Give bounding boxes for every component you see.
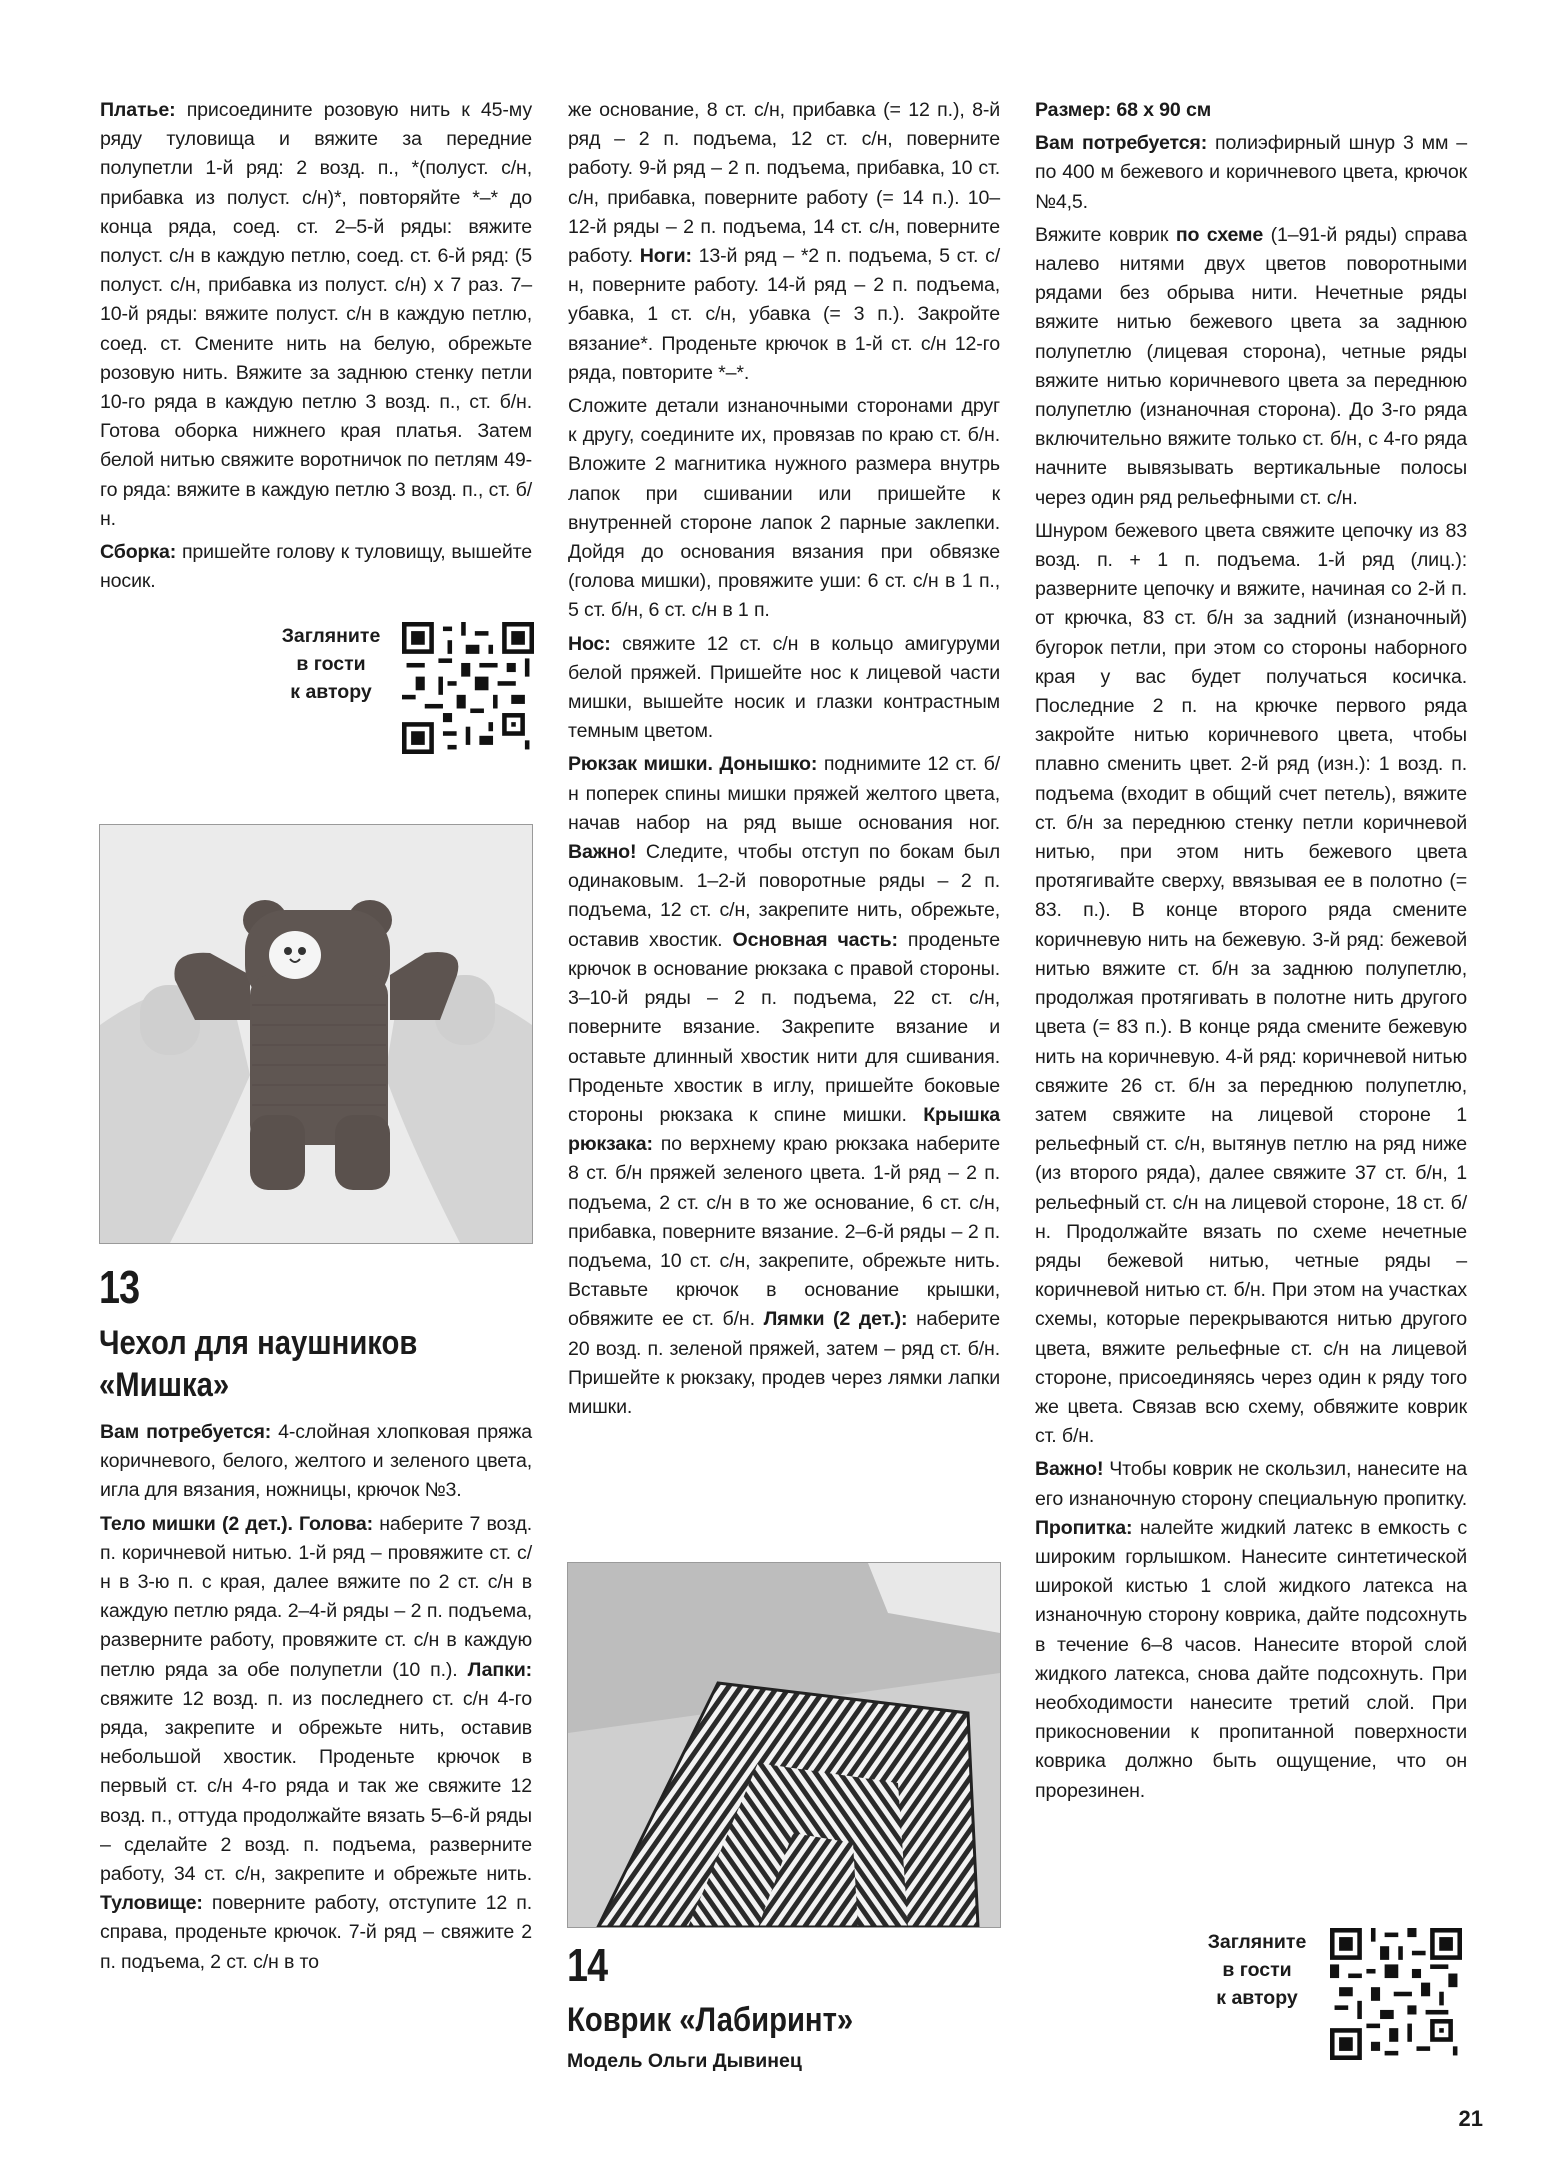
body-paragraph: Тело мишки (2 дет.). Голова: наберите 7 возд. п. коричневой нитью. 1-й ряд – провяжите ст. с/н в 3-ю п. с края, далее вяжите по 2 ст. с/н в каждую петлю ряда. 2–4-й ряды – 2 п. подъема, разверните работу, провяжите ст. с/н в каждую петлю ряда за обе полупетли (10 п.). Лапки: свяжите 12 возд. п. из последнего ст. с/н 4-го ряда, закрепите и обрежьте нить, оставив небольшой хвостик. Проденьте крючок в первый ст. с/н 4-го ряда и так же свяжите 12 возд. п., оттуда продолжайте вязать 5–6-й ряды – сделайте 2 возд. п. подъема, разверните работу, 34 ст. с/н, закрепите и обрежьте нить. Туловище: поверните работу, отступите 12 п. справа, проденьте крючок. 7-й ряд – свяжите 2 п. подъема, 2 ст. с/н в то: [100, 1512, 533, 1973]
section-title-13-line1: Чехол для наушников: [99, 1324, 418, 1362]
scheme-paragraph: Вяжите коврик по схеме (1–91-й ряды) справа налево нитями двух цветов поворотными рядами без обрыва нити. Нечетные ряды вяжите нитью бежевого цвета за заднюю полупетлю (лицевая сторона), четные ряды вяжите нитью коричневого цвета за переднюю полупетлю (изнаночная сторона). До 3-го ряда включительно вяжите только ст. б/н, с 4-го ряда начните вывязывать вертикальные полосы через один ряд рельефными ст. с/н.: [1035, 223, 1467, 509]
bear-photo: [99, 824, 533, 1244]
page-number: 21: [1458, 2106, 1483, 2131]
impregnation-paragraph: Важно! Чтобы коврик не скользил, нанесите на его изнаночную сторону специальную пропитку. Пропитка: налейте жидкий латекс в емкость с широким горлышком. Нанесите синтетической широкой кистью 1 слой жидкого латекса на изнаночную сторону коврика, дайте подсохнуть в течение 6–8 часов. Нанесите второй слой жидкого латекса, снова дайте подсохнуть. При необходимости нанесите третий слой. При прикосновении к пропитанной поверхности коврика должно быть ощущение, что он прорезинен.: [1035, 1458, 1467, 1802]
nose-paragraph: Нос: свяжите 12 ст. с/н в кольцо амигуруми белой пряжей. Пришейте нос к лицевой части мишки, вышейте носик и глазки контрастным темным цветом.: [568, 632, 1000, 743]
assembly-parts-paragraph: Сложите детали изнаночными сторонами друг к другу, соедините их, провязав по краю ст. б/н. Вложите 2 магнитика нужного размера внутрь лапок при сшивании или пришейте к внутренней стороне лапок 2 парные заклепки. Дойдя до основания вязания при обвязке (голова мишки), провяжите уши: 6 ст. с/н в 1 п., 5 ст. б/н, 6 ст. с/н в 1 п.: [568, 395, 1000, 622]
need-paragraph-13: Вам потребуется: 4-слойная хлопковая пряжа коричневого, белого, желтого и зеленого цвета, игла для вязания, ножницы, крючок №3.: [100, 1421, 533, 1502]
column-2: [568, 96, 1000, 1426]
rug-photo: [567, 1562, 1001, 1928]
qr-label-2: Загляните в гости к автору: [1207, 1931, 1307, 2009]
qr-code-2[interactable]: [1330, 1928, 1462, 2060]
column-1: [100, 96, 532, 600]
rows-description-paragraph: Шнуром бежевого цвета свяжите цепочку из 83 возд. п. + 1 п. подъема. 1-й ряд (лиц.): разверните цепочку и вяжите, начиная со 2-й п. от крючка, 83 ст. б/н за задний (изнаночный) бугорок петли, при этом со стороны наборного края у вас будет получаться косичка. Последние 2 п. на крючке первого ряда закройте нитью коричневого цвета, чтобы плавно сменить цвет. 2-й ряд (изн.): 1 возд. п. подъема (входит в общий счет петель), вяжите ст. б/н за переднюю стенку петли коричневой нитью, при этом нить бежевого цвета протягивайте сверху, ввязывая ее в полотно (= 83. п.). В конце второго ряда смените коричневую нить на бежевую. 3-й ряд: бежевой нитью вяжите ст. б/н за заднюю полупетлю, продолжая протягивать в полотне нить другого цвета (= 83 п.). В конце ряда смените бежевую нить на коричневую. 4-й ряд: коричневой нитью свяжите 26 ст. б/н за переднюю полупетлю, затем свяжите на лицевой стороне 1 рельефный ст. с/н, вытянув петлю на ряд ниже (из второго ряда), далее свяжите 37 ст. б/н, 1 рельефный ст. с/н на лицевой стороне, 18 ст. б/н. Продолжайте вязать по схеме нечетные ряды бежевой нитью, четные ряды – коричневой нитью ст. б/н. При этом на участках схемы, которые перекрываются нитью другого цвета, вяжите рельефные ст. с/н на лицевой стороне, присоединяясь через один к ряду того же цвета. Связав всю схему, обвяжите коврик ст. б/н.: [1035, 519, 1467, 1448]
section-number-13: 13: [99, 1261, 140, 1313]
bear-illustration: [100, 825, 532, 1243]
dress-paragraph: Платье: присоедините розовую нить к 45-му ряду туловища и вяжите за передние полупетли 1-й ряд: 2 возд. п., *(полуст. с/н, прибавка из полуст. с/н)*, повторяйте *–* до конца ряда, соед. ст. 2–5-й ряды: вяжите полуст. с/н в каждую петлю, соед. ст. 6-й ряд: (5 полуст. с/н, прибавка из полуст. с/н) х 7 раз. 7–10-й ряды: вяжите полуст. с/н в каждую петлю, соед. ст. Смените нить на белую, обрежьте розовую нить. Вяжите за заднюю стенку петли 10-го ряда в каждую петлю 3 возд. п., ст. б/н. Готова оборка нижнего края платья. Затем белой нитью свяжите воротничок по петлям 49-го ряда: вяжите в каждую петлю 3 возд. п., ст. б/н.: [100, 99, 532, 530]
need-paragraph-14: Вам потребуется: полиэфирный шнур 3 мм – по 400 м бежевого и коричневого цвета, крючок №4,5.: [1035, 132, 1467, 213]
section-title-13-line2: «Мишка»: [99, 1366, 230, 1404]
backpack-paragraph: Рюкзак мишки. Донышко: поднимите 12 ст. б/н поперек спины мишки пряжей желтого цвета, начав набор на ряд выше основания ног. Важно! Следите, чтобы отступ по бокам был одинаковым. 1–2-й поворотные ряды – 2 п. подъема, 12 ст. с/н, закрепите нить, обрежьте, оставив хвостик. Основная часть: проденьте крючок в основание рюкзака с правой стороны. 3–10-й ряды – 2 п. подъема, 22 ст. с/н, поверните вязание. Закрепите вязание и оставьте длинный хвостик нити для сшивания. Проденьте хвостик в иглу, пришейте боковые стороны рюкзака к спине мишки. Крышка рюкзака: по верхнему краю рюкзака наберите 8 ст. б/н пряжей зеленого цвета. 1-й ряд – 2 п. подъема, 2 ст. с/н в то же основание, 6 ст. с/н, прибавка, поверните вязание. 2–6-й ряды – 2 п. подъема, 10 ст. с/н, закрепите, обрежьте нить. Вставьте крючок в основание крышки, обвяжите ее ст. б/н. Лямки (2 дет.): наберите 20 возд. п. зеленой пряжей, затем – ряд ст. б/н. Пришейте к рюкзаку, продев через лямки лапки мишки.: [568, 753, 1001, 1418]
qr-code-1[interactable]: [402, 622, 534, 754]
size-line: Размер: 68 х 90 см: [1035, 99, 1212, 121]
qr-label-1: Загляните в гости к автору: [281, 625, 381, 703]
rows-paragraph: же основание, 8 ст. с/н, прибавка (= 12 п.), 8-й ряд – 2 п. подъема, 12 ст. с/н, поверните работу. 9-й ряд – 2 п. подъема, прибавка, 10 ст. с/н, прибавка, поверните работу (= 14 п.). 10–12-й ряды – 2 п. подъема, 14 ст. с/н, поверните работу. Ноги: 13-й ряд – *2 п. подъема, 5 ст. с/н, поверните работу. 14-й ряд – 2 п. подъема, убавка, 1 ст. с/н, убавка (= 3 п.). Закройте вязание*. Проденьте крючок в 1-й ст. с/н 12-го ряда, повторите *–*.: [568, 99, 1001, 384]
rug-illustration: [568, 1563, 1000, 1927]
assembly-paragraph: Сборка: пришейте голову к туловищу, вышейте носик.: [100, 541, 533, 593]
section-title-14: Коврик «Лабиринт»: [567, 2001, 854, 2039]
author-line: Модель Ольги Дывинец: [567, 2050, 802, 2072]
section-number-14: 14: [567, 1939, 608, 1991]
column-3: [1035, 96, 1467, 1810]
column-1-lower: [100, 1418, 532, 1981]
